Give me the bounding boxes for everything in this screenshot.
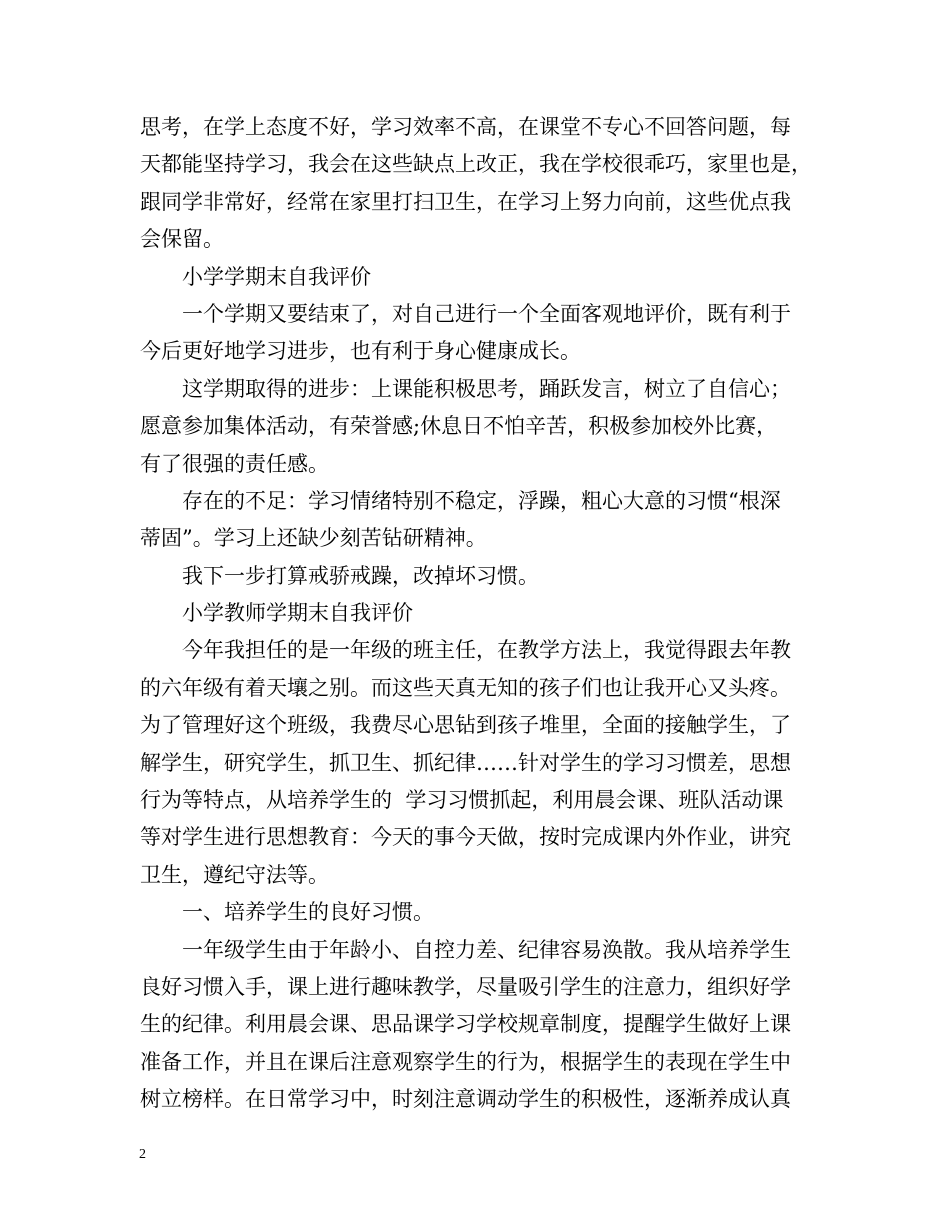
text-line: 今后更好地学习进步，也有利于身心健康成长。 [140,339,581,364]
section-heading: 小学学期末自我评价 [182,264,371,289]
text-line: 准备工作，并且在课后注意观察学生的行为，根据学生的表现在学生中 [140,1049,791,1074]
text-line: 会保留。 [140,227,224,252]
text-line: 跟同学非常好，经常在家里打扫卫生，在学习上努力向前，这些优点我 [140,189,791,214]
text-line: 解学生，研究学生，抓卫生、抓纪律……针对学生的学习习惯差，思想 [140,750,791,775]
text-line: 行为等特点，从培养学生的 学习习惯抓起，利用晨会课、班队活动课 [140,788,784,813]
text-line: 一个学期又要结束了，对自己进行一个全面客观地评价，既有利于 [182,301,791,326]
text-line: 愿意参加集体活动，有荣誉感;休息日不怕辛苦，积极参加校外比赛， [140,414,778,439]
text-line: 的六年级有着天壤之别。而这些天真无知的孩子们也让我开心又头疼。 [140,675,791,700]
text-line: 这学期取得的进步：上课能积极思考，踊跃发言，树立了自信心； [182,376,791,401]
text-line: 一年级学生由于年龄小、自控力差、纪律容易涣散。我从培养学生 [182,937,791,962]
page-number: 2 [139,1147,146,1162]
text-line: 今年我担任的是一年级的班主任，在教学方法上，我觉得跟去年教 [182,638,791,663]
section-heading: 小学教师学期末自我评价 [182,601,413,626]
text-line: 树立榜样。在日常学习中，时刻注意调动学生的积极性，逐渐养成认真 [140,1087,791,1112]
text-line: 天都能坚持学习，我会在这些缺点上改正，我在学校很乖巧，家里也是， [140,152,812,177]
text-line: 有了很强的责任感。 [140,451,329,476]
text-line: 生的纪律。利用晨会课、思品课学习学校规章制度，提醒学生做好上课 [140,1012,791,1037]
text-line: 等对学生进行思想教育：今天的事今天做，按时完成课内外作业，讲究 [140,825,791,850]
section-heading: 一、培养学生的良好习惯。 [182,900,434,925]
text-line: 蒂固”。学习上还缺少刻苦钻研精神。 [140,526,487,551]
text-line: 为了管理好这个班级，我费尽心思钻到孩子堆里，全面的接触学生，了 [140,713,791,738]
body-text [140,109,820,1119]
text-line: 卫生，遵纪守法等。 [140,862,329,887]
text-line: 存在的不足：学习情绪特别不稳定，浮躁，粗心大意的习惯“根深 [182,488,781,513]
text-line: 良好习惯入手，课上进行趣味教学，尽量吸引学生的注意力，组织好学 [140,974,791,999]
text-line: 我下一步打算戒骄戒躁，改掉坏习惯。 [182,563,539,588]
text-line: 思考，在学上态度不好，学习效率不高，在课堂不专心不回答问题，每 [140,115,791,139]
